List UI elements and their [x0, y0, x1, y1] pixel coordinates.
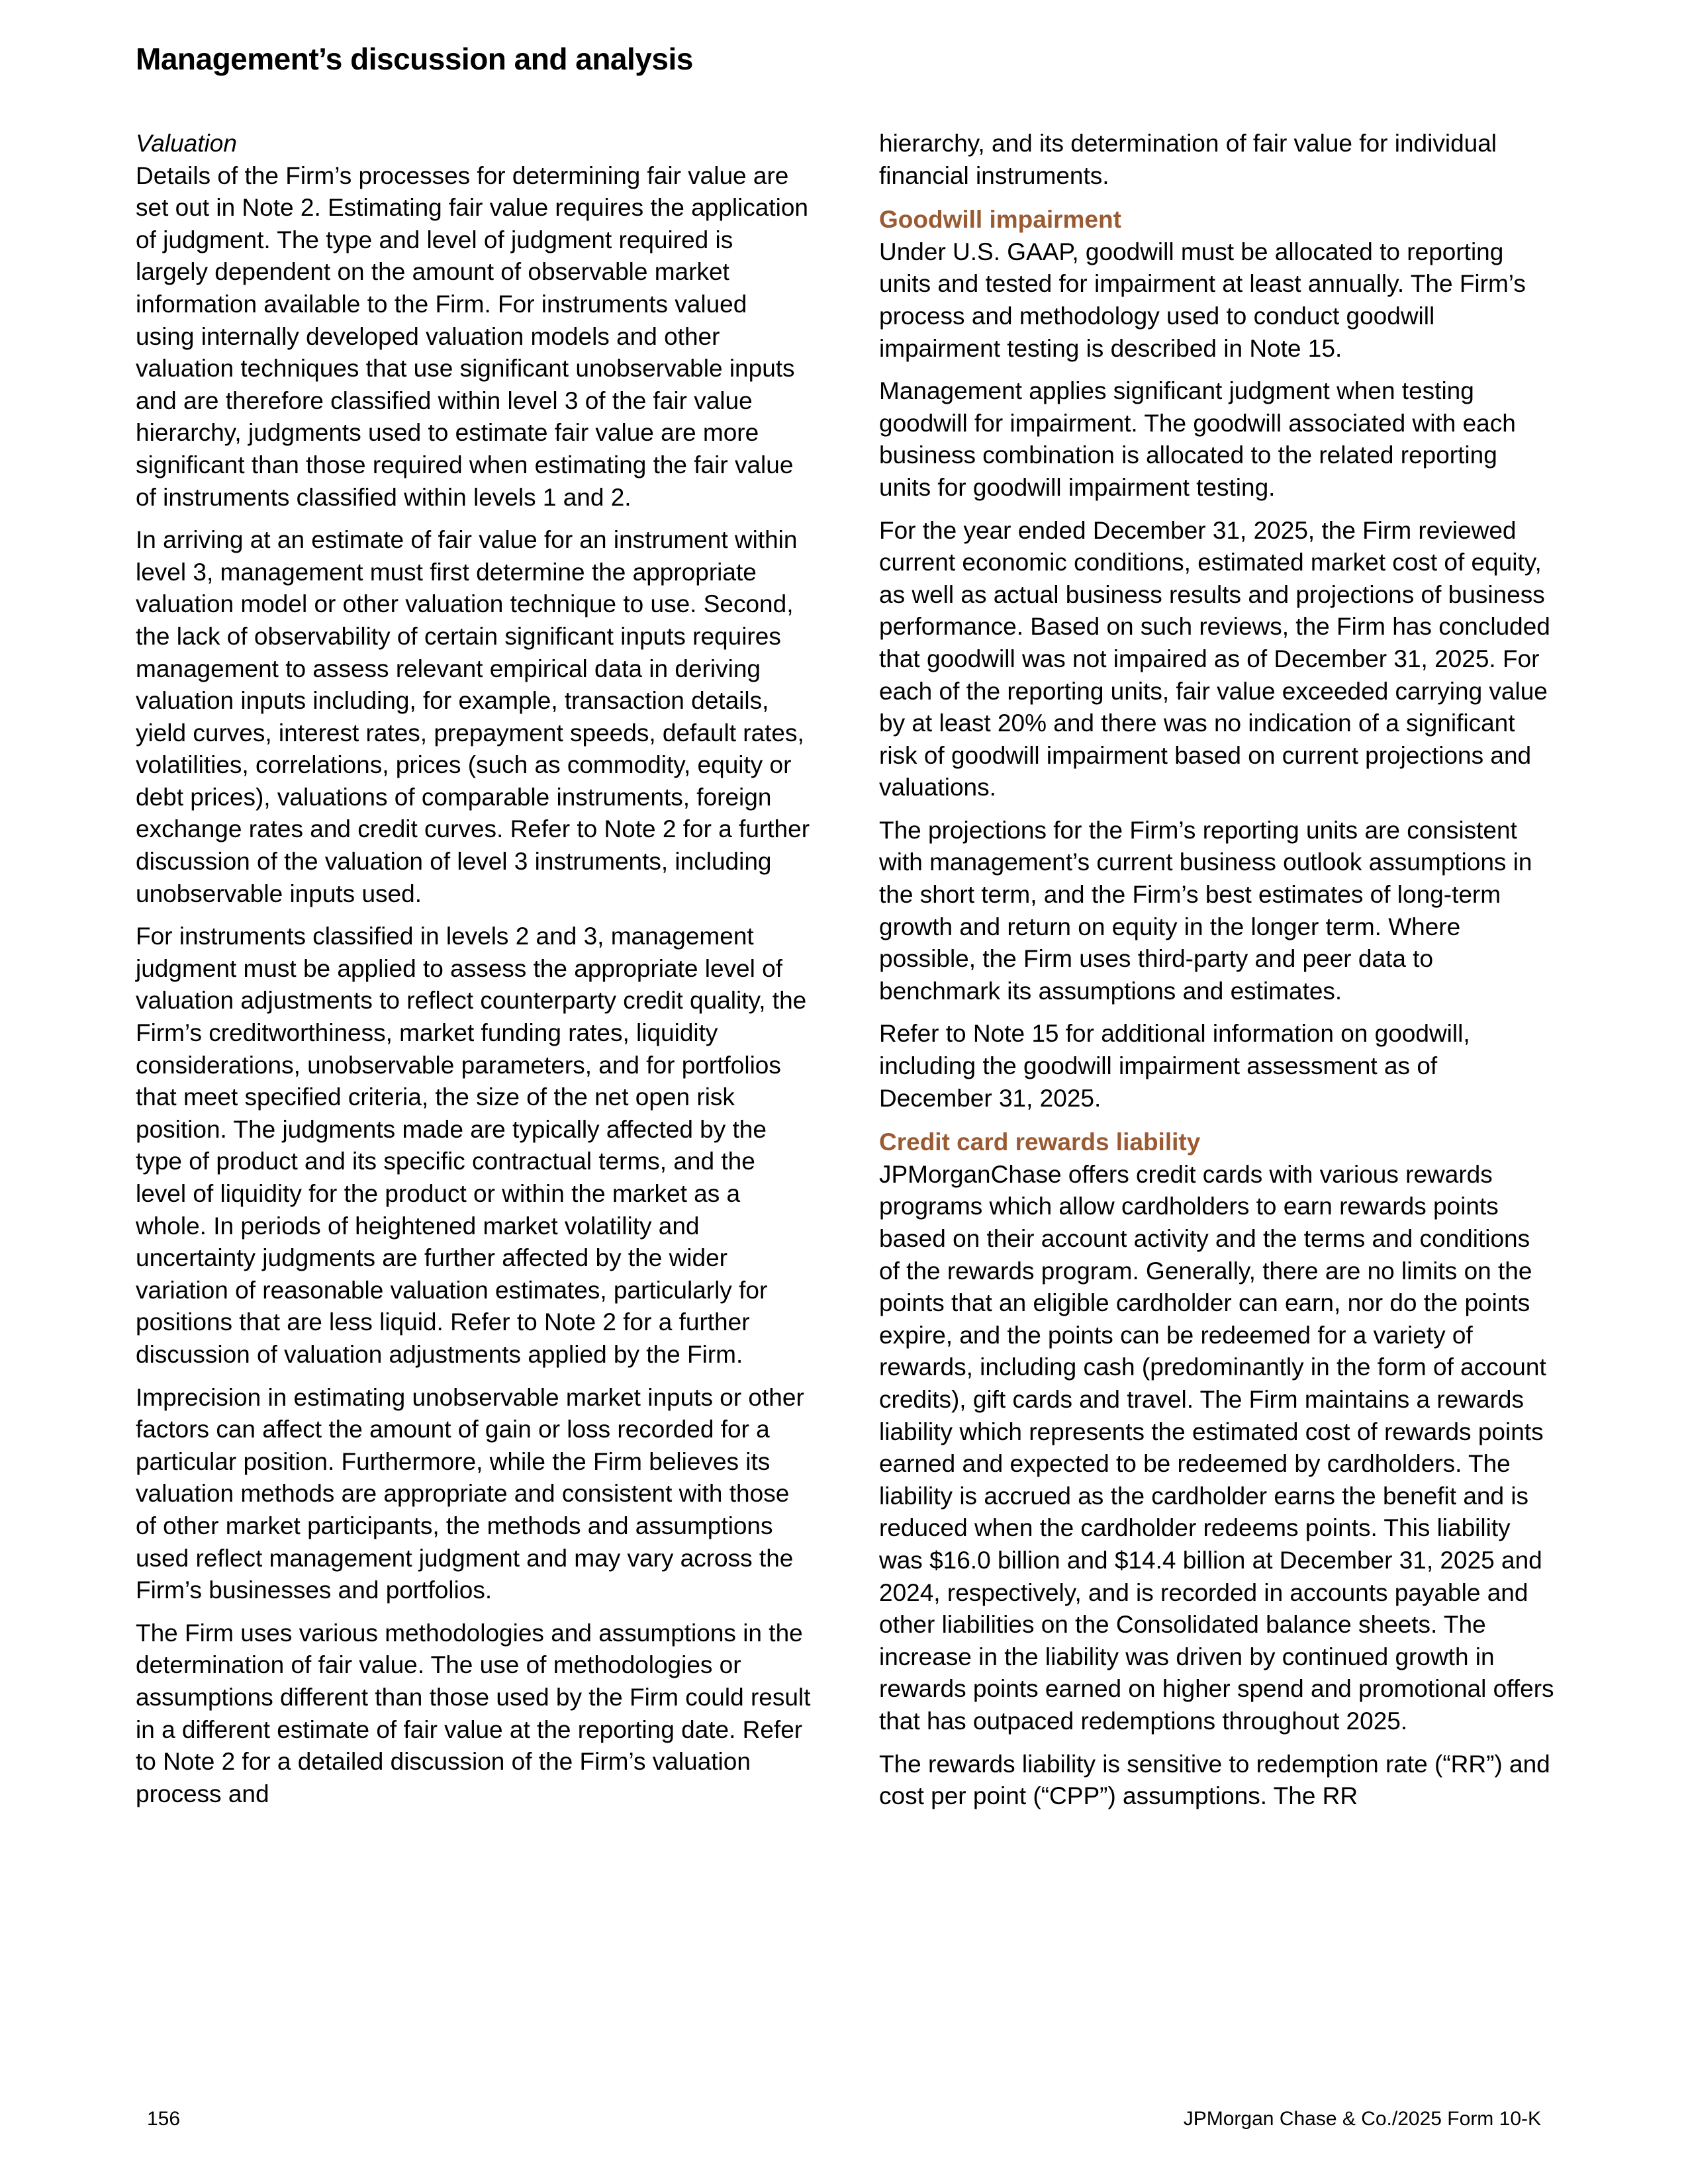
valuation-paragraph-3: For instruments classified in levels 2 and 3, management judgment must be applied to assess the appropriate level of valuation adjustments to reflect counterparty credit quality, the Firm’s creditworthiness, market funding rates, liquidity considerations, unobservable parameters, and for portfolios that meet specified criteria, the size of the net open risk position. The judgments made are typically affected by the type of product and its specific contractual terms, and the level of liquidity for the product or within the market as a whole. In periods of heightened market volatility and uncertainty judgments are further affected by the wider variation of reasonable valuation estimates, particularly for positions that are less liquid. Refer to Note 2 for a further discussion of valuation adjustments applied by the Firm.	[136, 923, 807, 1368]
valuation-paragraph-1: Details of the Firm’s processes for determining fair value are set out in Note 2. Estimating fair value requires the application of judgment. The type and level of judgment required is largely dependent on the amount of observable market information available to the Firm. For instruments valued using internally developed valuation models and other valuation techniques that use significant unobservable inputs and are therefore classified within level 3 of the fair value hierarchy, judgments used to estimate fair value are more significant than those required when estimating the fair value of instruments classified within levels 1 and 2.	[136, 161, 809, 511]
goodwill-paragraph-4: The projections for the Firm’s reporting units are consistent with management’s current business outlook assumptions in the short term, and the Firm’s best estimates of long-term growth and return on equity in the longer term. Where possible, the Firm uses third-party and peer data to benchmark its assumptions and estimates.	[879, 816, 1532, 1005]
goodwill-impairment-heading: Goodwill impairment	[879, 206, 1121, 234]
page-number: 156	[147, 2108, 181, 2130]
continuation-paragraph: hierarchy, and its determination of fair value for individual financial instruments.	[879, 130, 1497, 189]
document-footer: JPMorgan Chase & Co./2025 Form 10-K	[1183, 2108, 1541, 2130]
credit-card-rewards-heading: Credit card rewards liability	[879, 1128, 1201, 1156]
rewards-paragraph-2: The rewards liability is sensitive to redemption rate (“RR”) and cost per point (“CPP”) assumptions. The RR	[879, 1750, 1550, 1810]
valuation-paragraph-4: Imprecision in estimating unobservable market inputs or other factors can affect the amount of gain or loss recorded for a particular position. Furthermore, while the Firm believes its valuation methods are appropriate and consistent with those of other market participants, the methods and assumptions used reflect management judgment and may vary across the Firm’s businesses and portfolios.	[136, 1383, 804, 1604]
valuation-paragraph-5: The Firm uses various methodologies and assumptions in the determination of fair value. The use of methodologies or assumptions different than those used by the Firm could result in a different estimate of fair value at the reporting date. Refer to Note 2 for a detailed discussion of the Firm’s valuation process and	[136, 1619, 811, 1807]
right-column	[879, 128, 1554, 1823]
goodwill-paragraph-5: Refer to Note 15 for additional information on goodwill, including the goodwill impairment assessment as of December 31, 2025.	[879, 1020, 1470, 1112]
goodwill-paragraph-1: Under U.S. GAAP, goodwill must be allocated to reporting units and tested for impairment at least annually. The Firm’s process and methodology used to conduct goodwill impairment testing is described in Note 15.	[879, 238, 1526, 362]
valuation-subheading: Valuation	[136, 130, 237, 157]
left-column	[136, 128, 811, 1821]
valuation-paragraph-2: In arriving at an estimate of fair value for an instrument within level 3, management must first determine the appropriate valuation model or other valuation technique to use. Second, the lack of observability of certain significant inputs requires management to assess relevant empirical data in deriving valuation inputs including, for example, transaction details, yield curves, interest rates, prepayment speeds, default rates, volatilities, correlations, prices (such as commodity, equity or debt prices), valuations of comparable instruments, foreign exchange rates and credit curves. Refer to Note 2 for a further discussion of the valuation of level 3 instruments, including unobservable inputs used.	[136, 526, 810, 907]
page-title: Management’s discussion and analysis	[136, 42, 693, 76]
goodwill-paragraph-2: Management applies significant judgment when testing goodwill for impairment. The goodwill associated with each business combination is allocated to the related reporting units for goodwill impairment testing.	[879, 377, 1516, 501]
goodwill-paragraph-3: For the year ended December 31, 2025, the Firm reviewed current economic conditions, estimated market cost of equity, as well as actual business results and projections of business performance. Based on such reviews, the Firm has concluded that goodwill was not impaired as of December 31, 2025. For each of the reporting units, fair value exceeded carrying value by at least 20% and there was no indication of a significant risk of goodwill impairment based on current projections and valuations.	[879, 516, 1550, 801]
rewards-paragraph-1: JPMorganChase offers credit cards with various rewards programs which allow cardholders to earn rewards points based on their account activity and the terms and conditions of the rewards program. Generally, there are no limits on the points that an eligible cardholder can earn, nor do the points expire, and the points can be redeemed for a variety of rewards, including cash (predominantly in the form of account credits), gift cards and travel. The Firm maintains a rewards liability which represents the estimated cost of rewards points earned and expected to be redeemed by cardholders. The liability is accrued as the cardholder earns the benefit and is reduced when the cardholder redeems points. This liability was $16.0 billion and $14.4 billion at December 31, 2025 and 2024, respectively, and is recorded in accounts payable and other liabilities on the Consolidated balance sheets. The increase in the liability was driven by continued growth in rewards points earned on higher spend and promotional offers that has outpaced redemptions throughout 2025.	[879, 1160, 1554, 1735]
